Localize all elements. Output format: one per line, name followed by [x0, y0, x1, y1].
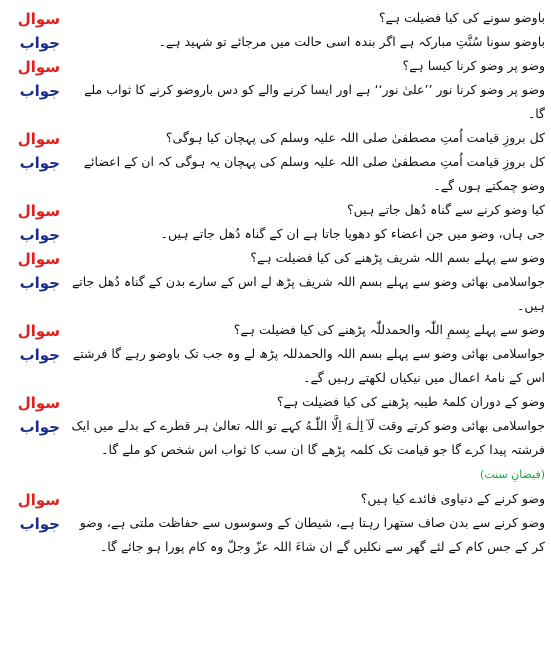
- question-label: سوال: [17, 58, 60, 76]
- answer-row: [4, 511, 545, 559]
- question-text: وضو سے پہلے بسم اللہ شریف پڑھنے کی کیا فضیلت ہے؟: [250, 250, 545, 265]
- answer-body: جواسلامی بھائی وضو کرتے وقت لَآ اِلٰـهَ اِلَّا اللّٰـهُ کہے تو اللہ تعالیٰ ہر قطرے کے بدلے میں ایک فرشتہ پیدا کرے گا جو قیامت تک کلمہ پڑھے گا ان سب کا ثواب اس شخص کو ملے گا۔: [71, 418, 545, 457]
- question-row: [4, 246, 545, 270]
- answer-label: جواب: [19, 82, 60, 100]
- answer-row: [4, 78, 545, 126]
- answer-label: جواب: [19, 515, 60, 533]
- answer-label: جواب: [19, 274, 60, 292]
- answer-row: [4, 222, 545, 246]
- question-text: کیا وضو کرنے سے گناہ دُھل جاتے ہیں؟: [347, 202, 545, 217]
- question-row: [4, 487, 545, 511]
- answer-text: [60, 414, 545, 487]
- question-label: سوال: [17, 491, 60, 509]
- answer-label: جواب: [19, 154, 60, 172]
- question-row: [4, 6, 545, 30]
- question-label: سوال: [17, 10, 60, 28]
- answer-text: وضو کرنے سے بدن صاف ستھرا رہتا ہے، شیطان کے وسوسوں سے حفاظت ملتی ہے، وضو کر کے جس کام کے لئے گھر سے نکلیں گے ان شاءَ اللہ عزّ وجلّ وہ کام پورا ہو جائے گا۔: [79, 515, 545, 554]
- answer-row: [4, 150, 545, 198]
- answer-text: جواسلامی بھائی وضو سے پہلے بسم اللہ والحمدللہ پڑھ لے وہ جب تک باوضو رہے گا فرشتے اس کے نامۂ اعمال میں نیکیاں لکھتے رہیں گے۔: [72, 346, 545, 385]
- question-text: وضو کرنے کے دنیاوی فائدے کیا ہیں؟: [360, 491, 545, 506]
- question-text: وضو پر وضو کرنا کیسا ہے؟: [402, 58, 545, 73]
- source-reference: (فیضانِ سنت): [480, 468, 545, 481]
- answer-label: جواب: [19, 34, 60, 52]
- question-text: وضو کے دوران کلمۂ طیبہ پڑھنے کی کیا فضیلت ہے؟: [276, 394, 545, 409]
- answer-label: جواب: [19, 418, 60, 436]
- question-label: سوال: [17, 250, 60, 268]
- question-label: سوال: [17, 130, 60, 148]
- answer-text: جی ہاں، وضو میں جن اعضاء کو دھویا جاتا ہے ان کے گناہ دُھل جاتے ہیں۔: [160, 226, 545, 241]
- question-row: [4, 198, 545, 222]
- answer-row: [4, 414, 545, 487]
- question-row: [4, 390, 545, 414]
- answer-text: جواسلامی بھائی وضو سے پہلے بسم اللہ شریف پڑھ لے اس کے سارے بدن کے گناہ دُھل جاتے ہیں۔: [71, 274, 545, 313]
- question-label: سوال: [17, 202, 60, 220]
- answer-text: کل بروزِ قیامت اُمتِ مصطفیٰ صلی اللہ علیہ وسلم کی پہچان یہ ہوگی کہ ان کے اعضائے وضو چمکتے ہوں گے۔: [83, 154, 545, 193]
- question-label: سوال: [17, 322, 60, 340]
- question-row: [4, 54, 545, 78]
- question-label: سوال: [17, 394, 60, 412]
- question-text: کل بروزِ قیامت اُمتِ مصطفیٰ صلی اللہ علیہ وسلم کی پہچان کیا ہوگی؟: [165, 130, 545, 145]
- question-text: وضو سے پہلے بِسمِ اللّٰہ والحمدللّٰہ پڑھنے کی کیا فضیلت ہے؟: [233, 322, 545, 337]
- answer-text: وضو پر وضو کرنا نور ’’علیٰ نور‘‘ ہے اور ایسا کرنے والے کو دس باروضو کرنے کا ثواب ملے گا۔: [84, 82, 545, 121]
- answer-text: باوضو سونا سُنَّتِ مبارکہ ہے اگر بندہ اسی حالت میں مرجائے تو شہید ہے۔: [158, 34, 545, 49]
- answer-row: [4, 30, 545, 54]
- question-row: [4, 126, 545, 150]
- question-text: باوضو سونے کی کیا فضیلت ہے؟: [378, 10, 545, 25]
- question-row: [4, 318, 545, 342]
- answer-label: جواب: [19, 346, 60, 364]
- answer-row: [4, 342, 545, 390]
- answer-label: جواب: [19, 226, 60, 244]
- answer-row: [4, 270, 545, 318]
